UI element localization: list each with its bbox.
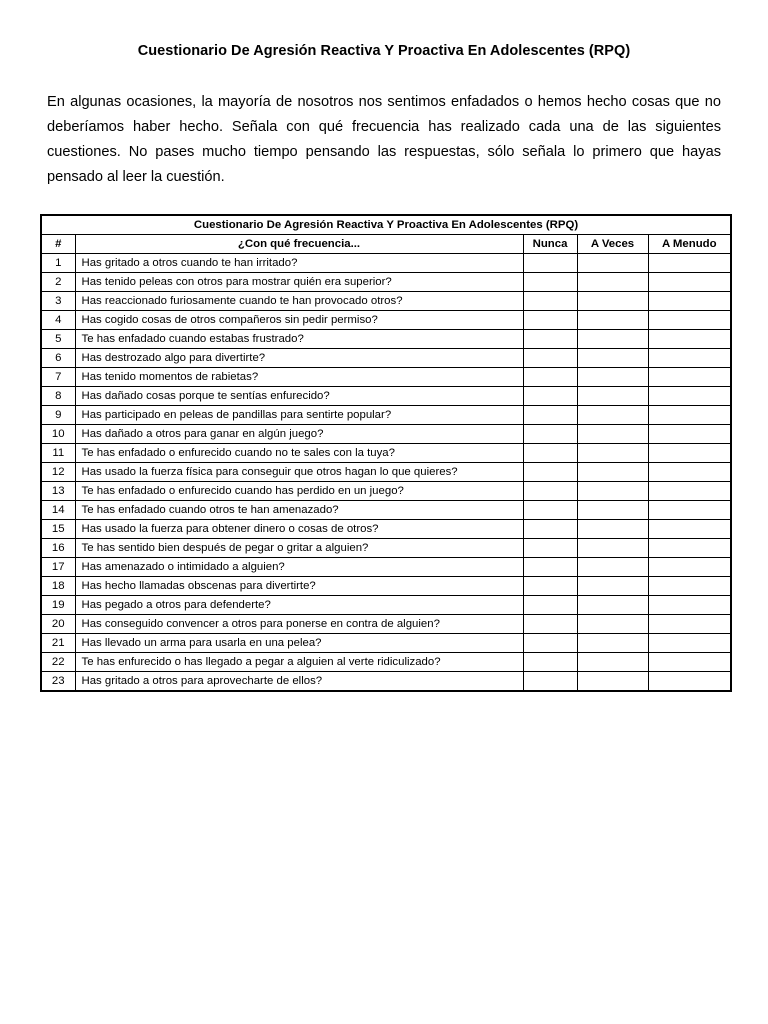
answer-cell-often[interactable]	[648, 368, 731, 387]
answer-cell-sometimes[interactable]	[577, 444, 648, 463]
answer-cell-never[interactable]	[523, 615, 577, 634]
answer-cell-often[interactable]	[648, 273, 731, 292]
question-text: Has destrozado algo para divertirte?	[75, 349, 523, 368]
question-number: 16	[41, 539, 75, 558]
table-row	[41, 558, 731, 577]
answer-cell-often[interactable]	[648, 254, 731, 273]
answer-cell-often[interactable]	[648, 463, 731, 482]
question-text: Te has enfadado cuando otros te han amenazado?	[75, 501, 523, 520]
answer-cell-often[interactable]	[648, 577, 731, 596]
question-number: 21	[41, 634, 75, 653]
question-text: Te has enfadado o enfurecido cuando no te sales con la tuya?	[75, 444, 523, 463]
question-text: Has participado en peleas de pandillas para sentirte popular?	[75, 406, 523, 425]
question-text: Has amenazado o intimidado a alguien?	[75, 558, 523, 577]
table-row	[41, 501, 731, 520]
answer-cell-never[interactable]	[523, 292, 577, 311]
question-number: 10	[41, 425, 75, 444]
table-row	[41, 672, 731, 692]
answer-cell-never[interactable]	[523, 330, 577, 349]
answer-cell-often[interactable]	[648, 501, 731, 520]
answer-cell-sometimes[interactable]	[577, 349, 648, 368]
answer-cell-often[interactable]	[648, 653, 731, 672]
question-text: Has usado la fuerza para obtener dinero o cosas de otros?	[75, 520, 523, 539]
table-row	[41, 349, 731, 368]
answer-cell-sometimes[interactable]	[577, 577, 648, 596]
question-text: Has dañado a otros para ganar en algún juego?	[75, 425, 523, 444]
question-number: 18	[41, 577, 75, 596]
table-body	[41, 254, 731, 692]
table-row	[41, 254, 731, 273]
answer-cell-never[interactable]	[523, 444, 577, 463]
answer-cell-often[interactable]	[648, 596, 731, 615]
table-caption: Cuestionario De Agresión Reactiva Y Proactiva En Adolescentes (RPQ)	[41, 215, 731, 235]
answer-cell-never[interactable]	[523, 254, 577, 273]
question-number: 8	[41, 387, 75, 406]
question-number: 11	[41, 444, 75, 463]
table-row	[41, 330, 731, 349]
table-row	[41, 406, 731, 425]
question-number: 17	[41, 558, 75, 577]
answer-cell-sometimes[interactable]	[577, 596, 648, 615]
question-number: 2	[41, 273, 75, 292]
answer-cell-sometimes[interactable]	[577, 615, 648, 634]
question-text: Te has sentido bien después de pegar o gritar a alguien?	[75, 539, 523, 558]
answer-cell-sometimes[interactable]	[577, 634, 648, 653]
question-text: Te has enfurecido o has llegado a pegar a alguien al verte ridiculizado?	[75, 653, 523, 672]
table-row	[41, 577, 731, 596]
answer-cell-sometimes[interactable]	[577, 463, 648, 482]
answer-cell-never[interactable]	[523, 653, 577, 672]
answer-cell-sometimes[interactable]	[577, 387, 648, 406]
question-number: 15	[41, 520, 75, 539]
question-number: 7	[41, 368, 75, 387]
answer-cell-sometimes[interactable]	[577, 254, 648, 273]
answer-cell-often[interactable]	[648, 349, 731, 368]
question-number: 19	[41, 596, 75, 615]
answer-cell-often[interactable]	[648, 292, 731, 311]
answer-cell-never[interactable]	[523, 463, 577, 482]
answer-cell-never[interactable]	[523, 501, 577, 520]
table-row	[41, 653, 731, 672]
question-text: Has reaccionado furiosamente cuando te han provocado otros?	[75, 292, 523, 311]
table-row	[41, 482, 731, 501]
answer-cell-never[interactable]	[523, 368, 577, 387]
question-number: 4	[41, 311, 75, 330]
table-row	[41, 273, 731, 292]
question-text: Te has enfadado cuando estabas frustrado?	[75, 330, 523, 349]
answer-cell-never[interactable]	[523, 311, 577, 330]
answer-cell-never[interactable]	[523, 425, 577, 444]
answer-cell-often[interactable]	[648, 634, 731, 653]
question-number: 6	[41, 349, 75, 368]
question-number: 14	[41, 501, 75, 520]
question-number: 13	[41, 482, 75, 501]
answer-cell-never[interactable]	[523, 349, 577, 368]
answer-cell-often[interactable]	[648, 672, 731, 692]
question-text: Has usado la fuerza física para conseguir que otros hagan lo que quieres?	[75, 463, 523, 482]
table-row	[41, 368, 731, 387]
answer-cell-sometimes[interactable]	[577, 292, 648, 311]
answer-cell-sometimes[interactable]	[577, 425, 648, 444]
answer-cell-never[interactable]	[523, 387, 577, 406]
question-text: Has pegado a otros para defenderte?	[75, 596, 523, 615]
table-row	[41, 615, 731, 634]
question-number: 23	[41, 672, 75, 692]
table-row	[41, 444, 731, 463]
answer-cell-never[interactable]	[523, 539, 577, 558]
question-text: Te has enfadado o enfurecido cuando has perdido en un juego?	[75, 482, 523, 501]
answer-cell-never[interactable]	[523, 577, 577, 596]
answer-cell-often[interactable]	[648, 444, 731, 463]
table-row	[41, 387, 731, 406]
question-text: Has llevado un arma para usarla en una pelea?	[75, 634, 523, 653]
answer-cell-sometimes[interactable]	[577, 672, 648, 692]
intro-paragraph: En algunas ocasiones, la mayoría de nosotros nos sentimos enfadados o hemos hecho cosas que no deberíamos haber hecho. Señala con qué frecuencia has realizado cada una de las siguientes cuestiones. No pases mucho tiempo pensando las respuestas, sólo señala lo primero que hayas pensado al leer la cuestión.	[47, 94, 721, 185]
question-number: 3	[41, 292, 75, 311]
answer-cell-often[interactable]	[648, 330, 731, 349]
answer-cell-often[interactable]	[648, 387, 731, 406]
question-number: 20	[41, 615, 75, 634]
answer-cell-often[interactable]	[648, 615, 731, 634]
question-text: Has conseguido convencer a otros para ponerse en contra de alguien?	[75, 615, 523, 634]
answer-cell-often[interactable]	[648, 558, 731, 577]
question-number: 22	[41, 653, 75, 672]
table-row	[41, 425, 731, 444]
question-text: Has cogido cosas de otros compañeros sin pedir permiso?	[75, 311, 523, 330]
table-row	[41, 539, 731, 558]
answer-cell-sometimes[interactable]	[577, 520, 648, 539]
answer-cell-sometimes[interactable]	[577, 330, 648, 349]
answer-cell-sometimes[interactable]	[577, 482, 648, 501]
answer-cell-never[interactable]	[523, 482, 577, 501]
answer-cell-sometimes[interactable]	[577, 368, 648, 387]
question-text: Has gritado a otros cuando te han irritado?	[75, 254, 523, 273]
question-text: Has tenido momentos de rabietas?	[75, 368, 523, 387]
table-row	[41, 520, 731, 539]
question-number: 12	[41, 463, 75, 482]
answer-cell-often[interactable]	[648, 406, 731, 425]
answer-cell-never[interactable]	[523, 558, 577, 577]
answer-cell-never[interactable]	[523, 672, 577, 692]
column-header-sometimes: A Veces	[577, 235, 648, 254]
answer-cell-never[interactable]	[523, 406, 577, 425]
question-text: Has hecho llamadas obscenas para divertirte?	[75, 577, 523, 596]
answer-cell-sometimes[interactable]	[577, 539, 648, 558]
table-row	[41, 634, 731, 653]
answer-cell-never[interactable]	[523, 634, 577, 653]
answer-cell-often[interactable]	[648, 311, 731, 330]
column-header-number: #	[41, 235, 75, 254]
question-number: 9	[41, 406, 75, 425]
column-header-often: A Menudo	[648, 235, 731, 254]
column-header-question: ¿Con qué frecuencia...	[75, 235, 523, 254]
answer-cell-often[interactable]	[648, 425, 731, 444]
question-number: 1	[41, 254, 75, 273]
answer-cell-sometimes[interactable]	[577, 406, 648, 425]
answer-cell-sometimes[interactable]	[577, 558, 648, 577]
page-title: Cuestionario De Agresión Reactiva Y Proactiva En Adolescentes (RPQ)	[137, 43, 631, 59]
answer-cell-never[interactable]	[523, 520, 577, 539]
table-header-row	[41, 235, 731, 254]
answer-cell-sometimes[interactable]	[577, 501, 648, 520]
column-header-never: Nunca	[523, 235, 577, 254]
question-text: Has gritado a otros para aprovecharte de ellos?	[75, 672, 523, 692]
answer-cell-never[interactable]	[523, 596, 577, 615]
answer-cell-never[interactable]	[523, 273, 577, 292]
answer-cell-often[interactable]	[648, 482, 731, 501]
table-row	[41, 292, 731, 311]
answer-cell-often[interactable]	[648, 520, 731, 539]
answer-cell-often[interactable]	[648, 539, 731, 558]
question-number: 5	[41, 330, 75, 349]
table-caption-row	[41, 215, 731, 235]
table-row	[41, 311, 731, 330]
table-row	[41, 596, 731, 615]
questionnaire-table	[40, 214, 732, 692]
question-text: Has tenido peleas con otros para mostrar quién era superior?	[75, 273, 523, 292]
answer-cell-sometimes[interactable]	[577, 653, 648, 672]
answer-cell-sometimes[interactable]	[577, 273, 648, 292]
table-row	[41, 463, 731, 482]
answer-cell-sometimes[interactable]	[577, 311, 648, 330]
question-text: Has dañado cosas porque te sentías enfurecido?	[75, 387, 523, 406]
